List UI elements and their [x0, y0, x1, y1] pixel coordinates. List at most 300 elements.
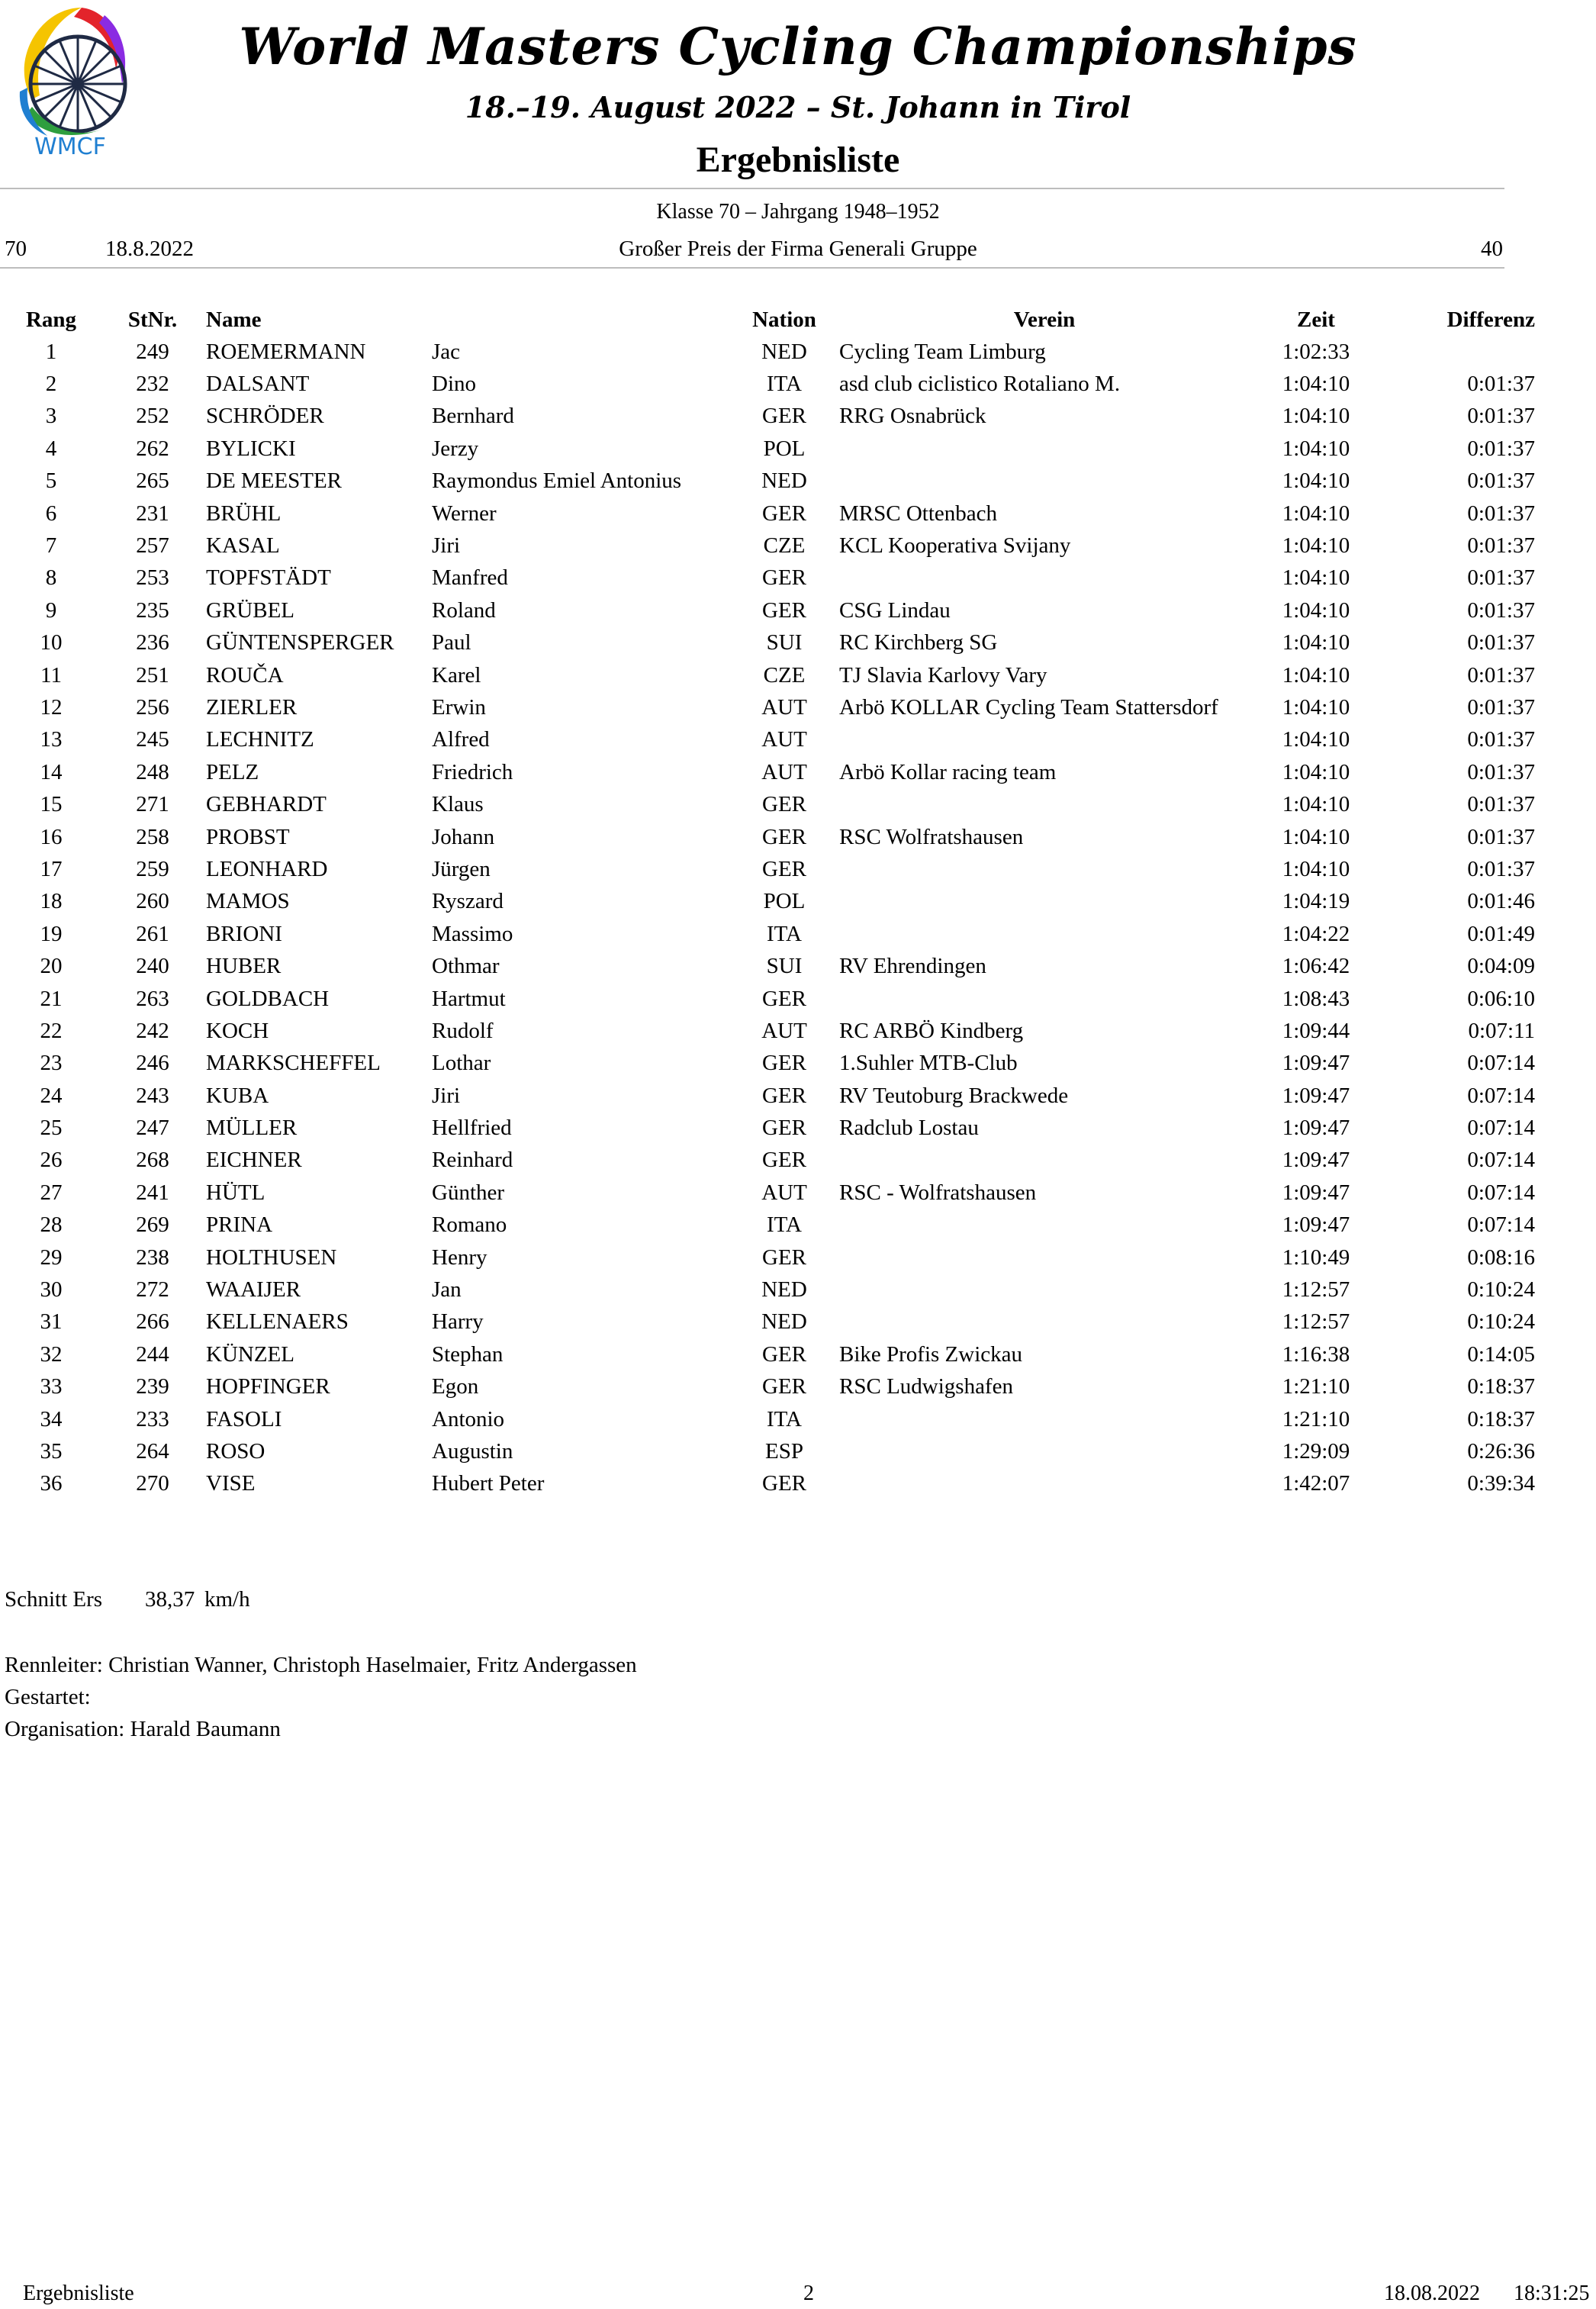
- table-row: [0, 788, 1535, 820]
- differenz-cell: [1378, 336, 1535, 368]
- table-row: [0, 465, 1535, 498]
- rang-cell: 6: [45, 501, 57, 526]
- table-row: [0, 724, 1535, 756]
- stnr-cell: 238: [136, 1245, 169, 1270]
- rang-cell: 4: [45, 436, 57, 461]
- table-row: [0, 1177, 1535, 1209]
- zeit-cell: 1:02:33: [1282, 339, 1350, 364]
- zeit-cell: 1:04:10: [1282, 792, 1350, 817]
- differenz-cell: 0:08:16: [1467, 1245, 1535, 1270]
- differenz-cell: 0:10:24: [1467, 1277, 1535, 1303]
- firstname-cell: Jiri: [432, 533, 461, 559]
- nation-cell: GER: [762, 792, 806, 817]
- firstname-cell: Lothar: [432, 1051, 491, 1076]
- firstname-cell: Egon: [432, 1374, 479, 1399]
- zeit-cell: 1:04:10: [1282, 436, 1350, 461]
- differenz-cell: 0:18:37: [1467, 1374, 1535, 1399]
- verein-cell: [835, 433, 1254, 465]
- nation-cell: AUT: [761, 1180, 807, 1205]
- footer-doc-name: Ergebnisliste: [23, 2282, 134, 2305]
- schnitt-unit: km/h: [204, 1587, 250, 1612]
- lastname-cell: WAAIJER: [206, 1277, 301, 1303]
- rang-cell: 25: [40, 1116, 63, 1141]
- stnr-cell: 245: [136, 727, 169, 752]
- zeit-cell: 1:09:44: [1282, 1018, 1350, 1043]
- lastname-cell: PRINA: [206, 1212, 273, 1238]
- zeit-cell: 1:29:09: [1282, 1438, 1350, 1464]
- verein-cell: [835, 1209, 1254, 1241]
- zeit-cell: 1:04:10: [1282, 372, 1350, 397]
- differenz-cell: 0:01:37: [1467, 436, 1535, 461]
- rang-cell: 5: [45, 469, 57, 494]
- rang-cell: 20: [40, 954, 63, 979]
- zeit-cell: 1:04:10: [1282, 565, 1350, 591]
- rang-cell: 22: [40, 1018, 63, 1043]
- nation-cell: ESP: [765, 1438, 803, 1464]
- lastname-cell: DALSANT: [206, 372, 310, 397]
- differenz-cell: 0:06:10: [1467, 986, 1535, 1011]
- lastname-cell: ROUČA: [206, 662, 284, 688]
- nation-cell: AUT: [761, 694, 807, 720]
- nation-cell: GER: [762, 856, 806, 881]
- differenz-cell: 0:01:37: [1467, 759, 1535, 784]
- rang-cell: 35: [40, 1438, 63, 1464]
- lastname-cell: TOPFSTÄDT: [206, 565, 331, 591]
- differenz-cell: 0:07:14: [1467, 1148, 1535, 1173]
- differenz-cell: 0:01:37: [1467, 565, 1535, 591]
- lastname-cell: BYLICKI: [206, 436, 296, 461]
- firstname-cell: Bernhard: [432, 404, 514, 429]
- verein-cell: RSC Ludwigshafen: [839, 1374, 1013, 1399]
- lastname-cell: FASOLI: [206, 1406, 282, 1431]
- zeit-cell: 1:09:47: [1282, 1148, 1350, 1173]
- nation-cell: GER: [762, 501, 806, 526]
- lastname-cell: LEONHARD: [206, 856, 328, 881]
- nation-cell: GER: [762, 597, 806, 623]
- lastname-cell: GRÜBEL: [206, 597, 294, 623]
- rang-cell: 15: [40, 792, 63, 817]
- firstname-cell: Manfred: [432, 565, 508, 591]
- zeit-cell: 1:06:42: [1282, 954, 1350, 979]
- rennleiter-line: Rennleiter: Christian Wanner, Christoph Haselmaier, Fritz Andergassen: [5, 1653, 637, 1677]
- lastname-cell: VISE: [206, 1471, 256, 1496]
- firstname-cell: Roland: [432, 597, 496, 623]
- zeit-cell: 1:10:49: [1282, 1245, 1350, 1270]
- lastname-cell: ZIERLER: [206, 694, 298, 720]
- nation-cell: GER: [762, 1341, 806, 1367]
- event-title: World Masters Cycling Championships: [239, 17, 1357, 76]
- rang-cell: 18: [40, 889, 63, 914]
- verein-cell: [835, 886, 1254, 918]
- rang-cell: 21: [40, 986, 63, 1011]
- rang-cell: 24: [40, 1083, 63, 1108]
- table-row: [0, 1209, 1535, 1241]
- firstname-cell: Jac: [432, 339, 461, 364]
- verein-cell: 1.Suhler MTB-Club: [839, 1051, 1018, 1076]
- stnr-cell: 233: [136, 1406, 169, 1431]
- firstname-cell: Harry: [432, 1309, 484, 1335]
- verein-cell: TJ Slavia Karlovy Vary: [839, 662, 1047, 688]
- nation-cell: AUT: [761, 1018, 807, 1043]
- footer-time: 18:31:25: [1514, 2282, 1590, 2305]
- schnitt-label: Schnitt Ers: [5, 1587, 103, 1612]
- lastname-cell: PROBST: [206, 824, 290, 849]
- zeit-cell: 1:09:47: [1282, 1212, 1350, 1238]
- rang-cell: 34: [40, 1406, 63, 1431]
- nation-cell: ITA: [767, 1212, 802, 1238]
- verein-cell: RC ARBÖ Kindberg: [839, 1018, 1024, 1043]
- stnr-cell: 242: [136, 1018, 169, 1043]
- verein-cell: MRSC Ottenbach: [839, 501, 998, 526]
- differenz-cell: 0:39:34: [1467, 1471, 1535, 1496]
- nation-cell: SUI: [766, 630, 803, 655]
- zeit-cell: 1:04:10: [1282, 501, 1350, 526]
- organisation-line: Organisation: Harald Baumann: [5, 1717, 281, 1741]
- firstname-cell: Romano: [432, 1212, 507, 1238]
- stnr-cell: 266: [136, 1309, 169, 1335]
- lastname-cell: HUBER: [206, 954, 282, 979]
- firstname-cell: Dino: [432, 372, 476, 397]
- lastname-cell: ROSO: [206, 1438, 265, 1464]
- zeit-cell: 1:04:10: [1282, 597, 1350, 623]
- rang-cell: 11: [40, 662, 62, 688]
- col-rang: Rang: [25, 307, 77, 332]
- firstname-cell: Alfred: [432, 727, 490, 752]
- rang-cell: 36: [40, 1471, 63, 1496]
- table-row: [0, 918, 1535, 950]
- footer-date: 18.08.2022: [1384, 2282, 1480, 2305]
- table-row: [0, 1274, 1535, 1306]
- lastname-cell: KOCH: [206, 1018, 269, 1043]
- rang-cell: 3: [45, 404, 57, 429]
- lastname-cell: MAMOS: [206, 889, 290, 914]
- zeit-cell: 1:04:10: [1282, 727, 1350, 752]
- differenz-cell: 0:01:37: [1467, 856, 1535, 881]
- table-row: [0, 1371, 1535, 1403]
- col-zeit: Zeit: [1297, 307, 1335, 332]
- table-row: [0, 1468, 1535, 1500]
- stnr-cell: 269: [136, 1212, 169, 1238]
- zeit-cell: 1:04:10: [1282, 662, 1350, 688]
- nation-cell: NED: [761, 1277, 807, 1303]
- stnr-cell: 258: [136, 824, 169, 849]
- verein-cell: [835, 1403, 1254, 1435]
- differenz-cell: 0:01:37: [1467, 501, 1535, 526]
- firstname-cell: Jerzy: [432, 436, 479, 461]
- lastname-cell: LECHNITZ: [206, 727, 314, 752]
- table-row: [0, 530, 1535, 562]
- lastname-cell: MÜLLER: [206, 1116, 298, 1141]
- differenz-cell: 0:18:37: [1467, 1406, 1535, 1431]
- zeit-cell: 1:21:10: [1282, 1374, 1350, 1399]
- stnr-cell: 272: [136, 1277, 169, 1303]
- table-row: [0, 1241, 1535, 1274]
- firstname-cell: Paul: [432, 630, 471, 655]
- differenz-cell: 0:04:09: [1467, 954, 1535, 979]
- table-row: [0, 433, 1535, 465]
- nation-cell: ITA: [767, 921, 802, 946]
- table-row: [0, 1338, 1535, 1370]
- differenz-cell: 0:07:11: [1468, 1018, 1535, 1043]
- verein-cell: RRG Osnabrück: [839, 404, 986, 429]
- firstname-cell: Friedrich: [432, 759, 513, 784]
- stnr-cell: 262: [136, 436, 169, 461]
- firstname-cell: Hartmut: [432, 986, 506, 1011]
- stnr-cell: 268: [136, 1148, 169, 1173]
- race-distance: 40: [1481, 237, 1503, 261]
- table-row: [0, 950, 1535, 982]
- differenz-cell: 0:07:14: [1467, 1180, 1535, 1205]
- stnr-cell: 232: [136, 372, 169, 397]
- verein-cell: [835, 983, 1254, 1015]
- table-row: [0, 1048, 1535, 1080]
- verein-cell: [835, 853, 1254, 885]
- verein-cell: [835, 465, 1254, 498]
- verein-cell: Arbö KOLLAR Cycling Team Stattersdorf: [839, 694, 1218, 720]
- stnr-cell: 251: [136, 662, 169, 688]
- differenz-cell: 0:01:37: [1467, 469, 1535, 494]
- zeit-cell: 1:09:47: [1282, 1083, 1350, 1108]
- zeit-cell: 1:04:10: [1282, 856, 1350, 881]
- nation-cell: ITA: [767, 372, 802, 397]
- rang-cell: 8: [45, 565, 57, 591]
- nation-cell: CZE: [763, 533, 806, 559]
- event-subtitle: 18.–19. August 2022 – St. Johann in Tirol: [465, 90, 1131, 124]
- differenz-cell: 0:01:37: [1467, 630, 1535, 655]
- nation-cell: GER: [762, 404, 806, 429]
- rang-cell: 28: [40, 1212, 63, 1238]
- nation-cell: NED: [761, 339, 807, 364]
- table-row: [0, 1403, 1535, 1435]
- differenz-cell: 0:07:14: [1467, 1116, 1535, 1141]
- verein-cell: RV Ehrendingen: [839, 954, 986, 979]
- zeit-cell: 1:16:38: [1282, 1341, 1350, 1367]
- table-row: [0, 756, 1535, 788]
- zeit-cell: 1:04:10: [1282, 533, 1350, 559]
- svg-text:WMCF: WMCF: [34, 134, 106, 160]
- stnr-cell: 231: [136, 501, 169, 526]
- schnitt-value: 38,37: [145, 1587, 195, 1612]
- lastname-cell: KELLENAERS: [206, 1309, 349, 1335]
- lastname-cell: HÜTL: [206, 1180, 265, 1205]
- header-divider: [0, 188, 1504, 189]
- differenz-cell: 0:07:14: [1467, 1212, 1535, 1238]
- rang-cell: 17: [40, 856, 63, 881]
- differenz-cell: 0:14:05: [1467, 1341, 1535, 1367]
- differenz-cell: 0:01:49: [1467, 921, 1535, 946]
- col-firstname: [432, 304, 734, 336]
- verein-cell: [835, 724, 1254, 756]
- zeit-cell: 1:04:22: [1282, 921, 1350, 946]
- gestartet-line: Gestartet:: [5, 1685, 91, 1709]
- lastname-cell: KUBA: [206, 1083, 269, 1108]
- stnr-cell: 239: [136, 1374, 169, 1399]
- verein-cell: RSC - Wolfratshausen: [839, 1180, 1037, 1205]
- verein-cell: Cycling Team Limburg: [839, 339, 1046, 364]
- stnr-cell: 259: [136, 856, 169, 881]
- stnr-cell: 252: [136, 404, 169, 429]
- differenz-cell: 0:01:37: [1467, 372, 1535, 397]
- footer-page-number: 2: [803, 2282, 814, 2305]
- table-row: [0, 336, 1535, 368]
- verein-cell: [835, 1241, 1254, 1274]
- verein-cell: [835, 1306, 1254, 1338]
- stnr-cell: 246: [136, 1051, 169, 1076]
- table-row: [0, 983, 1535, 1015]
- rang-cell: 23: [40, 1051, 63, 1076]
- stnr-cell: 243: [136, 1083, 169, 1108]
- zeit-cell: 1:04:10: [1282, 759, 1350, 784]
- zeit-cell: 1:42:07: [1282, 1471, 1350, 1496]
- differenz-cell: 0:01:37: [1467, 404, 1535, 429]
- nation-cell: POL: [763, 889, 806, 914]
- lastname-cell: MARKSCHEFFEL: [206, 1051, 381, 1076]
- lastname-cell: BRÜHL: [206, 501, 282, 526]
- col-nation: Nation: [752, 307, 816, 332]
- lastname-cell: DE MEESTER: [206, 469, 343, 494]
- rang-cell: 31: [40, 1309, 63, 1335]
- race-date: 18.8.2022: [105, 237, 194, 261]
- differenz-cell: 0:10:24: [1467, 1309, 1535, 1335]
- stnr-cell: 240: [136, 954, 169, 979]
- stnr-cell: 263: [136, 986, 169, 1011]
- table-row: [0, 1145, 1535, 1177]
- nation-cell: AUT: [761, 759, 807, 784]
- zeit-cell: 1:04:10: [1282, 694, 1350, 720]
- zeit-cell: 1:12:57: [1282, 1309, 1350, 1335]
- verein-cell: Arbö Kollar racing team: [839, 759, 1057, 784]
- nation-cell: CZE: [763, 662, 806, 688]
- race-name: Großer Preis der Firma Generali Gruppe: [619, 237, 977, 261]
- nation-cell: GER: [762, 1083, 806, 1108]
- rang-cell: 26: [40, 1148, 63, 1173]
- firstname-cell: Antonio: [432, 1406, 505, 1431]
- lastname-cell: BRIONI: [206, 921, 282, 946]
- firstname-cell: Henry: [432, 1245, 487, 1270]
- stnr-cell: 270: [136, 1471, 169, 1496]
- firstname-cell: Reinhard: [432, 1148, 513, 1173]
- lastname-cell: GEBHARDT: [206, 792, 327, 817]
- nation-cell: AUT: [761, 727, 807, 752]
- nation-cell: SUI: [766, 954, 803, 979]
- stnr-cell: 265: [136, 469, 169, 494]
- zeit-cell: 1:09:47: [1282, 1180, 1350, 1205]
- results-body: [0, 336, 1535, 1500]
- zeit-cell: 1:09:47: [1282, 1116, 1350, 1141]
- nation-cell: ITA: [767, 1406, 802, 1431]
- info-divider: [0, 267, 1504, 269]
- firstname-cell: Raymondus Emiel Antonius: [432, 469, 682, 494]
- zeit-cell: 1:21:10: [1282, 1406, 1350, 1431]
- firstname-cell: Stephan: [432, 1341, 504, 1367]
- verein-cell: [835, 1468, 1254, 1500]
- rang-cell: 33: [40, 1374, 63, 1399]
- rang-cell: 29: [40, 1245, 63, 1270]
- verein-cell: [835, 918, 1254, 950]
- table-row: [0, 1112, 1535, 1144]
- table-row: [0, 1015, 1535, 1047]
- list-title: Ergebnisliste: [696, 140, 900, 180]
- nation-cell: GER: [762, 565, 806, 591]
- lastname-cell: SCHRÖDER: [206, 404, 324, 429]
- table-row: [0, 498, 1535, 530]
- table-row: [0, 1080, 1535, 1112]
- differenz-cell: 0:01:37: [1467, 694, 1535, 720]
- verein-cell: KCL Kooperativa Svijany: [839, 533, 1071, 559]
- nation-cell: GER: [762, 1148, 806, 1173]
- firstname-cell: Rudolf: [432, 1018, 494, 1043]
- lastname-cell: PELZ: [206, 759, 259, 784]
- table-row: [0, 886, 1535, 918]
- lastname-cell: KASAL: [206, 533, 280, 559]
- differenz-cell: 0:01:46: [1467, 889, 1535, 914]
- rang-cell: 2: [45, 372, 57, 397]
- lastname-cell: KÜNZEL: [206, 1341, 294, 1367]
- rang-cell: 19: [40, 921, 63, 946]
- verein-cell: Bike Profis Zwickau: [839, 1341, 1023, 1367]
- col-stnr: StNr.: [127, 307, 178, 332]
- firstname-cell: Erwin: [432, 694, 486, 720]
- stnr-cell: 261: [136, 921, 169, 946]
- stnr-cell: 236: [136, 630, 169, 655]
- differenz-cell: 0:01:37: [1467, 824, 1535, 849]
- nation-cell: GER: [762, 1051, 806, 1076]
- table-row: [0, 691, 1535, 723]
- lastname-cell: GOLDBACH: [206, 986, 330, 1011]
- zeit-cell: 1:08:43: [1282, 986, 1350, 1011]
- stnr-cell: 247: [136, 1116, 169, 1141]
- col-differenz: Differenz: [1446, 307, 1535, 332]
- lastname-cell: HOLTHUSEN: [206, 1245, 337, 1270]
- table-row: [0, 853, 1535, 885]
- verein-cell: [835, 788, 1254, 820]
- zeit-cell: 1:04:10: [1282, 630, 1350, 655]
- firstname-cell: Klaus: [432, 792, 484, 817]
- firstname-cell: Jiri: [432, 1083, 461, 1108]
- stnr-cell: 244: [136, 1341, 169, 1367]
- rang-cell: 13: [40, 727, 63, 752]
- table-row: [0, 401, 1535, 433]
- nation-cell: GER: [762, 824, 806, 849]
- col-verein: Verein: [1013, 307, 1076, 332]
- results-table: [0, 304, 1535, 1500]
- verein-cell: asd club ciclistico Rotaliano M.: [839, 372, 1121, 397]
- stnr-cell: 249: [136, 339, 169, 364]
- differenz-cell: 0:26:36: [1467, 1438, 1535, 1464]
- stnr-cell: 241: [136, 1180, 169, 1205]
- lastname-cell: ROEMERMANN: [206, 339, 366, 364]
- stnr-cell: 253: [136, 565, 169, 591]
- rang-cell: 27: [40, 1180, 63, 1205]
- zeit-cell: 1:04:19: [1282, 889, 1350, 914]
- stnr-cell: 271: [136, 792, 169, 817]
- differenz-cell: 0:01:37: [1467, 662, 1535, 688]
- nation-cell: NED: [761, 469, 807, 494]
- verein-cell: CSG Lindau: [839, 597, 951, 623]
- class-number: 70: [5, 237, 27, 261]
- firstname-cell: Werner: [432, 501, 497, 526]
- firstname-cell: Karel: [432, 662, 481, 688]
- rang-cell: 30: [40, 1277, 63, 1303]
- table-row: [0, 562, 1535, 594]
- nation-cell: GER: [762, 1245, 806, 1270]
- lastname-cell: GÜNTENSPERGER: [206, 630, 394, 655]
- verein-cell: [835, 1435, 1254, 1467]
- verein-cell: [835, 1145, 1254, 1177]
- table-row: [0, 1306, 1535, 1338]
- stnr-cell: 256: [136, 694, 169, 720]
- verein-cell: RV Teutoburg Brackwede: [839, 1083, 1069, 1108]
